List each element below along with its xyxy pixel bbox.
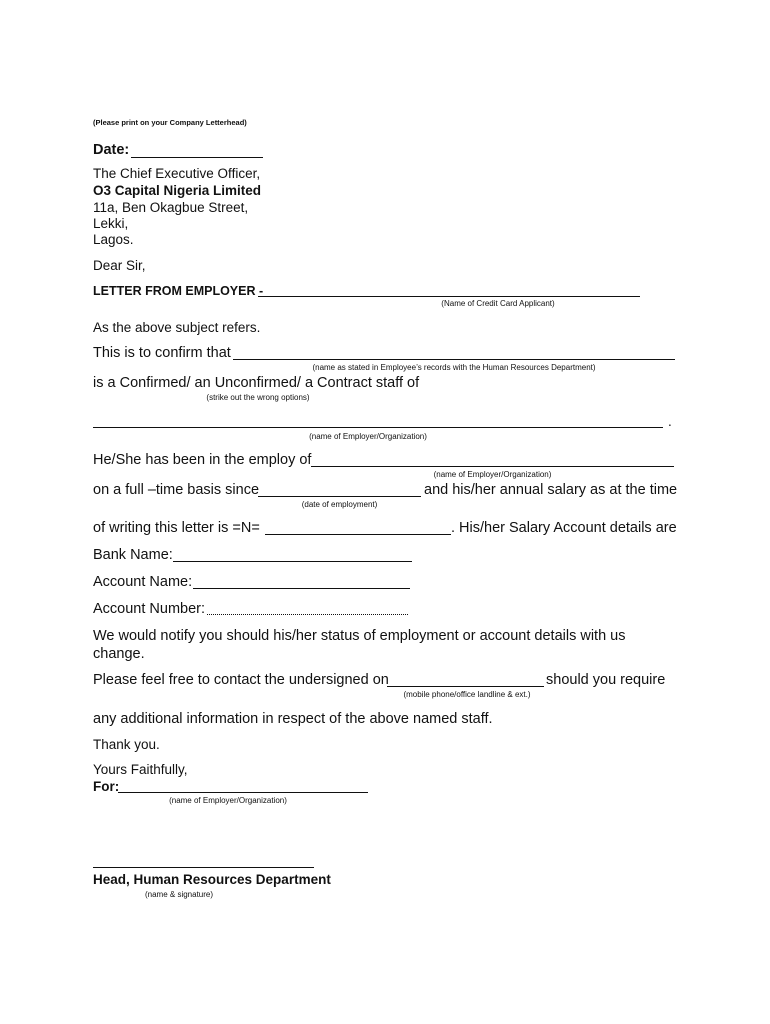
- for-label: For:: [93, 779, 120, 794]
- account-number-line: [207, 614, 408, 615]
- writing-text: of writing this letter is =N=: [93, 520, 260, 536]
- date-label: Date:: [93, 142, 130, 158]
- contact-number-line: [387, 686, 544, 687]
- intro-text: As the above subject refers.: [93, 320, 261, 335]
- fulltime-text2: and his/her annual salary as at the time: [424, 482, 678, 498]
- confirm-text: This is to confirm that: [93, 345, 231, 361]
- employer-line-period: .: [668, 414, 672, 429]
- employment-date-line: [258, 496, 421, 497]
- employ-text: He/She has been in the employ of: [93, 452, 312, 468]
- bank-name-line: [173, 561, 412, 562]
- salary-line: [265, 534, 451, 535]
- employ-employer-caption: (name of Employer/Organization): [433, 470, 552, 479]
- status-caption: (strike out the wrong options): [206, 393, 310, 402]
- subject-label: LETTER FROM EMPLOYER -: [93, 284, 264, 298]
- employment-date-caption: (date of employment): [301, 500, 378, 509]
- status-text: is a Confirmed/ an Unconfirmed/ a Contract staff of: [93, 375, 420, 391]
- contact-text2: should you require: [546, 672, 666, 688]
- date-field-line: [131, 157, 263, 158]
- employer-name-line: [93, 427, 663, 428]
- salutation: Dear Sir,: [93, 258, 146, 273]
- for-employer-caption: (name of Employer/Organization): [169, 796, 287, 805]
- employee-name-line: [233, 359, 675, 360]
- addressee-area: Lekki,: [93, 216, 129, 231]
- addressee-company: O3 Capital Nigeria Limited: [93, 183, 262, 198]
- signatory-title: Head, Human Resources Department: [93, 872, 331, 887]
- signatory-caption: (name & signature): [144, 890, 214, 899]
- signature-line: [93, 867, 314, 868]
- thanks-text: Thank you.: [93, 737, 160, 752]
- contact-text: Please feel free to contact the undersigned on: [93, 672, 389, 688]
- writing-text2: . His/her Salary Account details are: [451, 520, 677, 536]
- addressee-line1: The Chief Executive Officer,: [93, 166, 261, 181]
- addressee-city: Lagos.: [93, 232, 134, 247]
- account-name-line: [193, 588, 410, 589]
- additional-text: any additional information in respect of the above named staff.: [93, 711, 493, 727]
- account-number-label: Account Number:: [93, 601, 206, 617]
- notify-line1: We would notify you should his/her status of employment or account details with us: [93, 628, 626, 644]
- employee-name-caption: (name as stated in Employee’s records with the Human Resources Department): [312, 363, 596, 372]
- contact-number-caption: (mobile phone/office landline & ext.): [403, 690, 531, 699]
- letterhead-note: (Please print on your Company Letterhead): [93, 118, 247, 127]
- applicant-name-caption: (Name of Credit Card Applicant): [441, 299, 555, 308]
- for-employer-line: [118, 792, 368, 793]
- employer-name-caption: (name of Employer/Organization): [309, 432, 427, 441]
- bank-name-label: Bank Name:: [93, 547, 173, 563]
- applicant-name-line: [258, 296, 640, 297]
- closing-text: Yours Faithfully,: [93, 762, 188, 777]
- employ-employer-line: [311, 466, 674, 467]
- fulltime-text: on a full –time basis since: [93, 482, 260, 498]
- addressee-street: 11a, Ben Okagbue Street,: [93, 200, 249, 215]
- account-name-label: Account Name:: [93, 574, 193, 590]
- notify-line2: change.: [93, 646, 145, 662]
